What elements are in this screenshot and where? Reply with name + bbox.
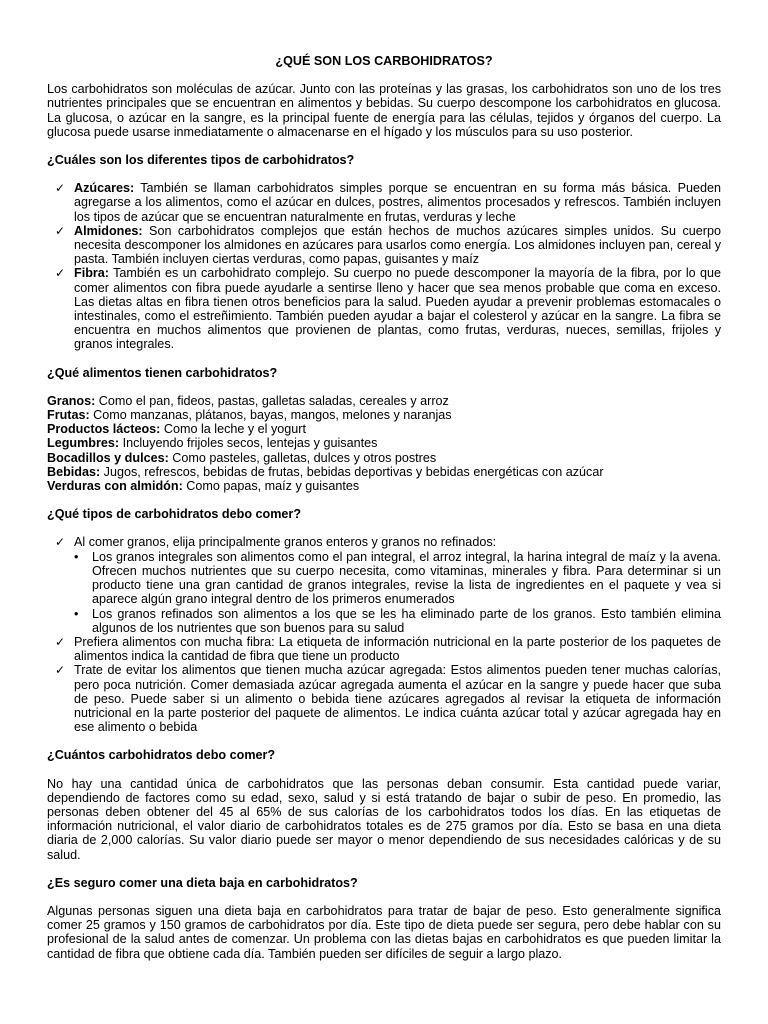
sub-list-item bbox=[74, 550, 721, 607]
item-text: También es un carbohidrato complejo. Su cuerpo no puede descomponer la mayoría de la fibra, por lo que comer alimentos con fibra puede ayudarle a sentirse lleno y hacer que sea menos probable que coma en exceso. Las dietas altas en fibra tienen otros beneficios para la salud. Pueden ayudar a prevenir problemas estomacales o intestinales, como el estreñimiento. También pueden ayudar a bajar el colesterol y azúcar en la sangre. La fibra se encuentra en muchos alimentos que provienen de plantas, como frutas, verduras, nueces, semillas, frijoles y granos integrales. bbox=[74, 266, 721, 352]
foods-heading: ¿Qué alimentos tienen carbohidratos? bbox=[47, 365, 278, 380]
check-icon: ✓ bbox=[55, 181, 66, 196]
item-text: Son carbohidratos complejos que están hechos de muchos azúcares simples unidos. Su cuerpo necesita descomponer los almidones en azúcares para usarlos como energía. Los almidones incluyen pan, cereal y pasta. También incluyen ciertas verduras, como papas, guisantes y maíz bbox=[74, 223, 721, 267]
list-item bbox=[47, 635, 721, 663]
check-icon: ✓ bbox=[55, 223, 66, 238]
item-text: Jugos, refrescos, bebidas de frutas, bebidas deportivas y bebidas energéticas con azúcar bbox=[100, 464, 604, 479]
intro-paragraph: Los carbohidratos son moléculas de azúcar. Junto con las proteínas y las grasas, los carbohidratos son uno de los tres nutrientes principales que se encuentran en alimentos y bebidas. Su cuerpo descompone los carbohidratos en glucosa. La glucosa, o azúcar en la sangre, es la principal fuente de energía para las células, tejidos y órganos del cuerpo. La glucosa puede usarse inmediatamente o almacenarse en el hígado y los músculos para su uso posterior. bbox=[47, 82, 721, 139]
item-text: También se llaman carbohidratos simples porque se encuentran en su forma más básica. Pueden agregarse a los alimentos, como el azúcar en dulces, postres, alimentos procesados y refrescos. También incluyen los tipos de azúcar que se encuentran naturalmente en frutas, verduras y leche bbox=[74, 181, 721, 224]
lowcarb-heading: ¿Es seguro comer una dieta baja en carbohidratos? bbox=[47, 875, 358, 890]
list-item bbox=[47, 266, 721, 351]
item-text: Prefiera alimentos con mucha fibra: La etiqueta de información nutricional en la parte posterior de los paquetes de alimentos indica la cantidad de fibra que tiene un producto bbox=[74, 634, 721, 664]
item-text: Como manzanas, plátanos, bayas, mangos, melones y naranjas bbox=[89, 408, 452, 423]
item-text: Incluyendo frijoles secos, lentejas y guisantes bbox=[119, 436, 378, 451]
page-title: ¿QUÉ SON LOS CARBOHIDRATOS? bbox=[275, 54, 493, 68]
check-icon: ✓ bbox=[55, 634, 66, 649]
foods-list bbox=[47, 394, 721, 493]
item-term: Fibra: bbox=[74, 266, 109, 281]
howmany-heading: ¿Cuántos carbohidratos debo comer? bbox=[47, 748, 276, 763]
types-heading: ¿Cuáles son los diferentes tipos de carbohidratos? bbox=[47, 153, 355, 168]
list-item bbox=[47, 451, 721, 465]
item-text: Como papas, maíz y guisantes bbox=[182, 479, 360, 494]
list-item bbox=[47, 422, 721, 436]
item-term: Bebidas: bbox=[47, 464, 101, 479]
item-text: Como el pan, fideos, pastas, galletas saladas, cereales y arroz bbox=[95, 393, 449, 408]
list-item bbox=[47, 663, 721, 734]
item-text: Trate de evitar los alimentos que tienen mucha azúcar agregada: Estos alimentos pueden tener muchas calorías, pero poca nutrición. Comer demasiada azúcar agregada aumenta el azúcar en la sangre y puede hacer que suba de peso. Puede saber si un alimento o bebida tiene azúcares agregados al revisar la etiqueta de información nutricional en la parte posterior del paquete de alimentos. Le indica cuánta azúcar total y azúcar agregada hay en ese alimento o bebida bbox=[74, 663, 721, 735]
item-term: Verduras con almidón: bbox=[47, 479, 183, 494]
check-icon: ✓ bbox=[55, 535, 66, 550]
list-item bbox=[47, 181, 721, 224]
lowcarb-paragraph: Algunas personas siguen una dieta baja en carbohidratos para tratar de bajar de peso. Esto generalmente significa comer 25 gramos y 150 gramos de carbohidratos por día. Este tipo de dieta puede ser segura, pero debe hablar con su profesional de la salud antes de comenzar. Un problema con las dietas bajas en carbohidratos es que pueden limitar la cantidad de fibra que obtiene cada día. También pueden ser difíciles de seguir a largo plazo. bbox=[47, 903, 721, 961]
list-item bbox=[47, 479, 721, 493]
list-item bbox=[47, 436, 721, 450]
which-heading: ¿Qué tipos de carbohidratos debo comer? bbox=[47, 507, 302, 522]
list-item bbox=[47, 465, 721, 479]
sub-list-item bbox=[74, 607, 721, 635]
bullet-icon: • bbox=[74, 549, 79, 564]
item-text: Los granos integrales son alimentos como el pan integral, el arroz integral, la harina integral de maíz y la avena. Ofrecen muchos nutrientes que su cuerpo necesita, como vitaminas, minerales y fibra. Para determinar si un producto tiene una gran cantidad de granos integrales, revise la lista de ingredientes en el paquete y vea si aparece algún grano integral dentro de los primeros enumerados bbox=[92, 549, 721, 607]
item-text: Al comer granos, elija principalmente granos enteros y granos no refinados: bbox=[74, 535, 497, 550]
item-term: Frutas: bbox=[47, 408, 90, 423]
which-list bbox=[47, 535, 721, 734]
item-term: Granos: bbox=[47, 393, 96, 408]
item-term: Almidones: bbox=[74, 223, 143, 238]
list-item bbox=[47, 394, 721, 408]
check-icon: ✓ bbox=[55, 266, 66, 281]
sub-list bbox=[74, 550, 721, 635]
types-list bbox=[47, 181, 721, 351]
item-text: Como pasteles, galletas, dulces y otros postres bbox=[168, 450, 437, 465]
item-text: Los granos refinados son alimentos a los que se les ha eliminado parte de los granos. Esto también elimina algunos de los nutrientes que son buenos para su salud bbox=[92, 606, 721, 635]
bullet-icon: • bbox=[74, 606, 79, 621]
item-term: Azúcares: bbox=[74, 181, 135, 196]
item-term: Productos lácteos: bbox=[47, 422, 161, 437]
howmany-paragraph: No hay una cantidad única de carbohidratos que las personas deban consumir. Esta cantidad puede variar, dependiendo de factores como su edad, sexo, salud y si está tratando de bajar o subir de peso. En promedio, las personas deben obtener del 45 al 65% de sus calorías de los carbohidratos todos los días. En las etiquetas de información nutricional, el valor diario de carbohidratos totales es de 275 gramos por día. Esto se basa en una dieta diaria de 2,000 calorías. Su valor diario puede ser mayor o menor dependiendo de sus necesidades calóricas y de su salud. bbox=[47, 776, 721, 862]
item-text: Como la leche y el yogurt bbox=[160, 422, 306, 437]
item-term: Legumbres: bbox=[47, 436, 120, 451]
list-item bbox=[47, 408, 721, 422]
check-icon: ✓ bbox=[55, 663, 66, 678]
item-term: Bocadillos y dulces: bbox=[47, 450, 169, 465]
list-item bbox=[47, 535, 721, 634]
list-item bbox=[47, 224, 721, 267]
